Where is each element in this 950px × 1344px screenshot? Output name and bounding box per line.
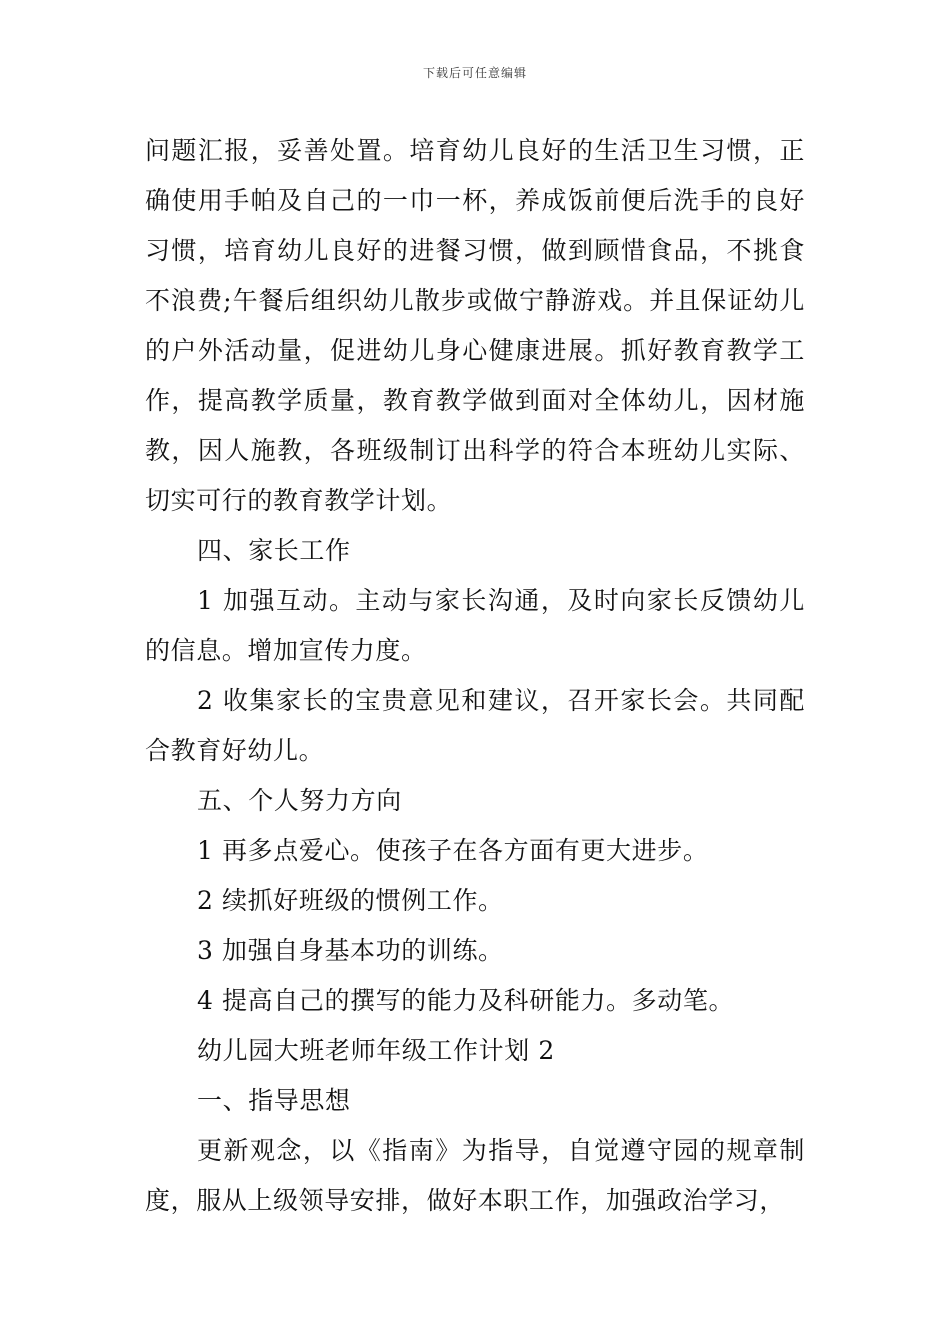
list-item-routine-work: 2 续抓好班级的惯例工作。 (197, 886, 504, 915)
section-heading-parent-work: 四、家长工作 (197, 536, 351, 565)
list-item-basic-skills: 3 加强自身基本功的训练。 (197, 936, 504, 965)
list-item-more-love: 1 再多点爱心。使孩子在各方面有更大进步。 (197, 836, 709, 865)
paragraph-health-teaching: 问题汇报，妥善处置。培育幼儿良好的生活卫生习惯，正确使用手帕及自己的一巾一杯，养成饭前便后洗手的良好习惯，培育幼儿良好的进餐习惯，做到顾惜食品，不挑食不浪费;午餐后组织幼儿散步或做宁静游戏。并且保证幼儿的户外活动量，促进幼儿身心健康进展。抓好教育教学工作，提高教学质量，教育教学做到面对全体幼儿，因材施教，因人施教，各班级制订出科学的符合本班幼儿实际、切实可行的教育教学计划。 (145, 136, 805, 515)
document-body (145, 126, 805, 1226)
list-item-parent-feedback: 2 收集家长的宝贵意见和建议，召开家长会。共同配合教育好幼儿。 (145, 686, 805, 765)
page-header: 下载后可任意编辑 (422, 66, 527, 80)
section-heading-personal-goals: 五、个人努力方向 (197, 786, 402, 815)
paragraph-guiding-ideology: 更新观念，以《指南》为指导，自觉遵守园的规章制度，服从上级领导安排，做好本职工作，加强政治学习， (145, 1136, 805, 1215)
list-item-parent-interaction: 1 加强互动。主动与家长沟通，及时向家长反馈幼儿的信息。增加宣传力度。 (145, 586, 805, 665)
section-heading-guiding-ideology: 一、指导思想 (197, 1086, 351, 1115)
document-subtitle-plan-2: 幼儿园大班老师年级工作计划 2 (197, 1036, 555, 1065)
list-item-writing-research: 4 提高自己的撰写的能力及科研能力。多动笔。 (197, 986, 735, 1015)
